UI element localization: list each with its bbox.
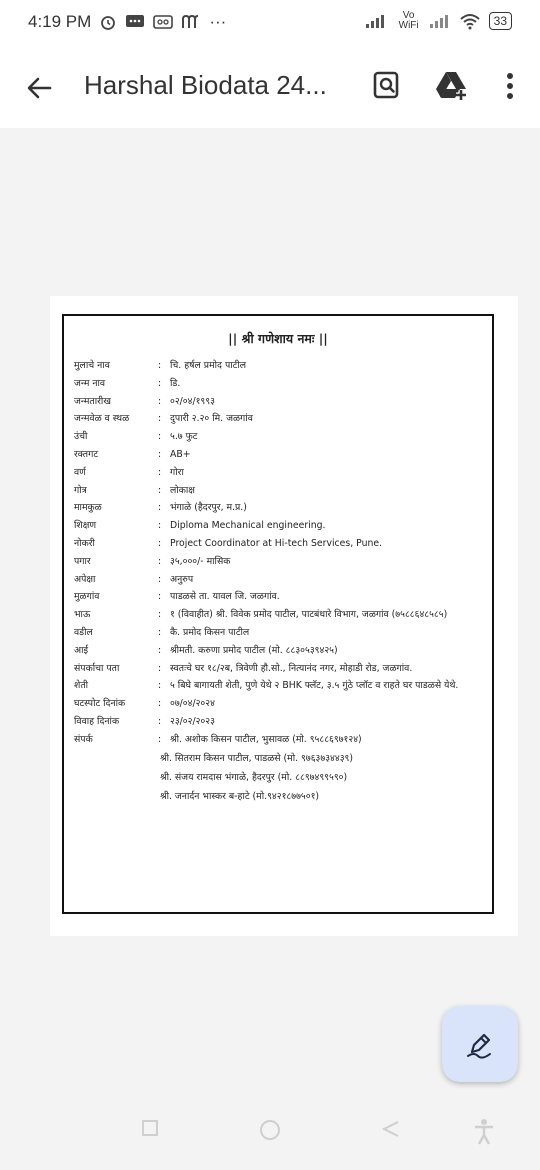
biodata-row <box>74 535 482 553</box>
document-title: Harshal Biodata 24... <box>84 70 327 100</box>
more-vert-icon <box>498 68 522 108</box>
row-colon: : <box>158 573 162 585</box>
contact-line: श्री. संजय रामदास भंगाळे, हैदरपुर (मो. ८८९७४९९५९०) <box>160 771 348 783</box>
row-label: वडील <box>74 626 93 638</box>
back-button[interactable] <box>20 68 60 108</box>
home-nav-icon[interactable] <box>258 1118 282 1142</box>
voicemail-icon <box>153 13 173 31</box>
row-value: Diploma Mechanical engineering. <box>170 520 326 532</box>
recents-nav-icon[interactable] <box>140 1118 160 1138</box>
row-colon: : <box>158 537 162 549</box>
back-arrow-icon <box>20 68 60 108</box>
biodata-row <box>74 482 482 500</box>
annotate-fab[interactable] <box>442 1006 518 1082</box>
biodata-row <box>74 571 482 589</box>
gmail-m-icon <box>181 13 201 31</box>
vowifi-label: Vo WiFi <box>398 10 419 31</box>
row-colon: : <box>158 626 162 638</box>
row-value: श्रीमती. करुणा प्रमोद पाटील (मो. ८८३०५३९४२५) <box>170 644 338 656</box>
row-value: ३५,०००/- मासिक <box>170 555 231 567</box>
row-value: ५ बिघे बागायती शेती, पुणे येथे २ BHK फ्लॅट, ३.५ गुंठे प्लॉट व राहते घर पाडळसे येथे. <box>170 680 459 692</box>
status-bar <box>0 0 540 46</box>
extra-contacts <box>64 749 492 806</box>
add-to-drive-button[interactable] <box>434 68 470 104</box>
row-label: शिक्षण <box>74 520 97 532</box>
biodata-row <box>74 446 482 464</box>
contact-line: श्री. जनार्दन भास्कर ब-हाटे (मो.९४२१८७७५०१) <box>160 790 320 802</box>
biodata-row <box>74 695 482 713</box>
row-value: १ (विवाहीत) श्री. विवेक प्रमोद पाटील, पाटबंधारे विभाग, जळगांव (७५८८६४८५८५) <box>170 609 448 621</box>
row-value: २३/०२/२०२३ <box>170 715 215 727</box>
row-label: संपर्क <box>74 733 93 745</box>
biodata-row <box>74 428 482 446</box>
accessibility-icon[interactable] <box>472 1118 496 1146</box>
contact-line: श्री. सितराम किसन पाटील, पाडळसे (मो. ९७६३७३४४३९) <box>160 752 354 764</box>
row-label: गोत्र <box>74 484 87 496</box>
clock: 4:19 PM <box>28 12 92 31</box>
row-label: अपेक्षा <box>74 573 96 585</box>
row-value: AB+ <box>170 448 191 460</box>
row-label: आई <box>74 644 89 656</box>
row-label: भाऊ <box>74 609 91 621</box>
biodata-row <box>74 553 482 571</box>
row-value: स्वतःचे घर १८/२ब, त्रिवेणी हौ.सो., नित्यानंद नगर, मोहाडी रोड, जळगांव. <box>170 662 413 674</box>
biodata-row <box>74 464 482 482</box>
back-nav-icon[interactable] <box>380 1118 402 1140</box>
row-value: अनुरुप <box>170 573 194 585</box>
signal-icon <box>365 13 389 29</box>
row-label: रक्तगट <box>74 448 99 460</box>
biodata-row <box>74 677 482 695</box>
row-label: पगार <box>74 555 91 567</box>
row-label: मुलाचे नाव <box>74 360 110 371</box>
biodata-frame <box>62 314 494 914</box>
row-label: मामकुळ <box>74 502 102 514</box>
app-bar <box>0 46 540 128</box>
row-colon: : <box>158 395 162 407</box>
row-colon: : <box>158 733 162 745</box>
biodata-row <box>74 731 482 749</box>
row-label: शेती <box>74 680 89 692</box>
row-value: ५.७ फुट <box>170 431 198 443</box>
battery-indicator: 33 <box>489 12 512 30</box>
row-colon: : <box>158 377 162 389</box>
biodata-row <box>74 642 482 660</box>
status-left <box>28 12 226 32</box>
row-colon: : <box>158 609 162 621</box>
status-right <box>365 11 512 31</box>
row-colon: : <box>158 715 162 727</box>
overflow-menu-button[interactable] <box>498 68 522 108</box>
row-value: पाडळसे ता. यावल जि. जळगांव. <box>170 591 280 603</box>
row-colon: : <box>158 484 162 496</box>
row-value: चि. हर्षल प्रमोद पाटील <box>170 360 247 371</box>
lens-search-button[interactable] <box>370 68 404 102</box>
row-colon: : <box>158 466 162 478</box>
row-value: Project Coordinator at Hi-tech Services, Pune. <box>170 537 383 549</box>
row-label: विवाह दिनांक <box>74 715 120 727</box>
row-value: डि. <box>170 377 181 389</box>
row-colon: : <box>158 502 162 514</box>
row-value: दुपारी २.२० मि. जळगांव <box>170 413 253 425</box>
row-colon: : <box>158 644 162 656</box>
biodata-row <box>74 660 482 678</box>
wifi-icon <box>459 12 481 30</box>
row-label: जन्म नाव <box>74 377 106 389</box>
row-value: कै. प्रमोद किसन पाटील <box>170 626 250 638</box>
biodata-row <box>74 499 482 517</box>
biodata-row <box>74 375 482 393</box>
row-colon: : <box>158 680 162 692</box>
row-colon: : <box>158 662 162 674</box>
biodata-row <box>74 357 482 375</box>
row-colon: : <box>158 591 162 603</box>
message-icon <box>125 13 145 31</box>
row-colon: : <box>158 360 162 371</box>
row-value: लोकाक्ष <box>170 484 195 496</box>
row-label: जन्मवेळ व स्थळ <box>74 413 130 425</box>
row-colon: : <box>158 413 162 425</box>
row-colon: : <box>158 555 162 567</box>
biodata-row <box>74 606 482 624</box>
biodata-row <box>74 713 482 731</box>
signal-icon-2 <box>429 13 451 29</box>
lens-search-icon <box>370 68 404 102</box>
row-colon: : <box>158 698 162 710</box>
alarm-icon <box>99 13 117 31</box>
biodata-rows <box>64 357 492 749</box>
row-label: घटस्पोट दिनांक <box>74 698 126 710</box>
row-label: उंची <box>74 431 88 443</box>
row-value: श्री. अशोक किसन पाटील, भुसावळ (मो. ९५८८६९७१२४) <box>170 733 362 745</box>
row-colon: : <box>158 431 162 443</box>
row-value: गोरा <box>170 466 184 478</box>
row-value: भंगाळे (हैदरपुर, म.प्र.) <box>170 502 247 514</box>
row-label: नोकरी <box>74 537 95 549</box>
document-heading: || श्री गणेशाय नमः || <box>228 331 328 346</box>
row-value: ०७/०४/२०२४ <box>170 698 215 710</box>
row-label: मुळगांव <box>74 591 100 603</box>
biodata-row <box>74 393 482 411</box>
row-label: जन्मतारीख <box>74 395 111 407</box>
row-label: वर्ण <box>74 466 86 478</box>
biodata-row <box>74 624 482 642</box>
row-colon: : <box>158 520 162 532</box>
row-colon: : <box>158 448 162 460</box>
add-to-drive-icon <box>434 68 470 104</box>
pen-edit-icon <box>464 1028 496 1060</box>
more-notifications-icon: ··· <box>209 12 227 31</box>
row-label: संपर्काचा पता <box>74 662 120 674</box>
pdf-page[interactable] <box>50 296 518 936</box>
biodata-row <box>74 588 482 606</box>
biodata-row <box>74 410 482 428</box>
row-value: ०२/०४/१९९३ <box>170 395 215 407</box>
biodata-row <box>74 517 482 535</box>
